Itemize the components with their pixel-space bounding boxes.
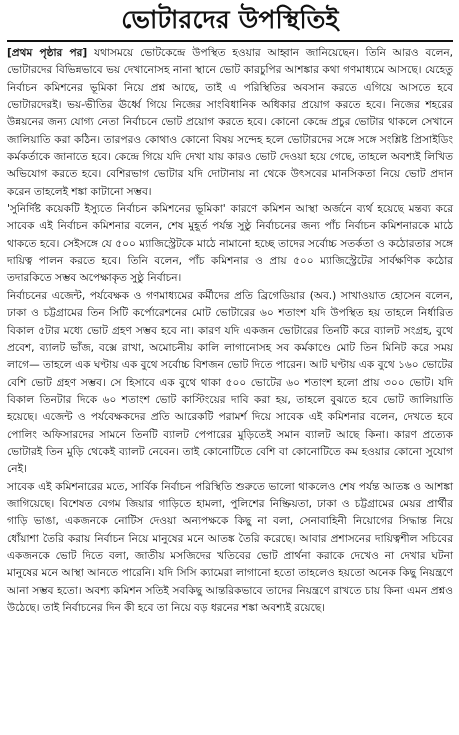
article-paragraph: সাবেক এই কমিশনারের মতে, সার্বিক নির্বাচন পরিস্থিতি শুরুতে ভালো থাকলেও শেষ পর্যন্ত আতঙ্ক ও আশঙ্কা জাগিয়েছে। বিশেষত বেগম জিয়ার গাড়িতে হামলা, পুলিশের নিষ্ক্রিয়তা, ঢাকা ও চট্টগ্রামের মেয়র প্রার্থীর গাড়ি ভাঙা, একজনকে নোটিস দেওয়া অন্যপক্ষকে কিছু না বলা, সেনাবাহিনী নিয়োগের সিদ্ধান্ত নিয়ে ধোঁয়াশা তৈরি করায় নির্বাচন নিয়ে মানুষের মনে আতঙ্ক তৈরি করেছে। আবার প্রশাসনের দায়িত্বশীল সচিবের একজনকে ভোট দিতে বলা, জাতীয় মসজিদের খতিবের ভোট প্রার্থনা করাকে দেখেও না দেখার ঘটনা মানুষের মনে আস্থা আনতে পারেনি। যদি সিসি ক্যামেরা লাগানো হতো তাহলেও হয়তো অনেক কিছু নিয়ন্ত্রণে আনা সম্ভব হতো। অবশ্য কমিশন সতিই সবকিছু আন্তরিকভাবে তাদের নিয়ন্ত্রণে রাখতে চায় কিনা এমন প্রশ্নও উঠেছে। তাই নির্বাচনের দিন কী হবে তা নিয়ে বড় ধরনের শঙ্কা অবশ্যই রয়েছে।: [7, 480, 453, 614]
article-paragraph: [7, 45, 453, 201]
continued-from-front-page-label: [প্রথম পৃষ্ঠার পর]: [7, 47, 88, 59]
article-headline: ভোটারদের উপস্থিতিই: [7, 0, 453, 42]
paragraph-text: যথাসময়ে ভোটকেন্দ্রে উপস্থিত হওয়ার আহ্বান জানিয়েছেন। তিনি আরও বলেন, ভোটারদের বিভিন্নভাবে ভয় দেখানোসহ নানা স্থানে ভোট কারচুপির আশঙ্কার কথা গণমাধ্যমে আসছে। যেহেতু নির্বাচন কমিশনের ভূমিকা নিয়ে প্রশ্ন আছে, তাই এ পরিস্থিতির অবসান করতে এগিয়ে আসতে হবে ভোটারদেরই। ভয়-ভীতির ঊর্ধ্বে গিয়ে নিজের সাংবিধানিক অধিকার প্রয়োগ করতে হবে। নিজের শহরের উন্নয়নের জন্য যোগ্য নেতা নির্বাচনে ভোট প্রয়োগ করতে হবে। কোনো কেন্দ্রে প্রচুর ভোটার থাকলে সেখানে জালিয়াতি করা কঠিন। তারপরও কোথাও কোনো বিষয় সন্দেহ হলে ভোটারদের সঙ্গে সঙ্গে সংশ্লিষ্ট প্রিসাইডিং কর্মকর্তাকে জানাতে হবে। কেন্দ্রে গিয়ে যদি দেখা যায় কারও ভোট দেওয়া হয়ে গেছে, তাহলে অবশ্যই লিখিত অভিযোগ করতে হবে। বেশিরভাগ ভোটার যদি দোটানায় না থেকে উৎসবের মানসিকতা নিয়ে ভোট প্রদান করেন তাহলেই শঙ্কা কাটানো সম্ভব।: [7, 47, 454, 198]
article-paragraph: 'সুনির্দিষ্ট কয়েকটি ইস্যুতে নির্বাচন কমিশনের ভূমিকা' কারণে কমিশন আস্থা অর্জনে ব্যর্থ হয়েছে মন্তব্য করে সাবেক এই নির্বাচন কমিশনার বলেন, শেষ মুহূর্ত পর্যন্ত সুষ্ঠু নির্বাচনের জন্য পাঁচ নির্বাচন কমিশনারকে মাঠে থাকতে হবে। সেইসঙ্গে যে ৫০০ ম্যাজিস্ট্রেটকে মাঠে নামানো হচ্ছে তাদের সর্বোচ্চ সতর্কতা ও কঠোরতার সঙ্গে দায়িত্ব পালন করতে হবে। তিনি বলেন, পাঁচ কমিশনার ও প্রায় ৫০০ ম্যাজিস্ট্রেটের সার্বক্ষণিক কঠোর তদারকিতে সম্ভব অপেক্ষাকৃত সুষ্ঠু নির্বাচন।: [7, 203, 453, 285]
article-paragraph: নির্বাচনের এজেন্ট, পর্যবেক্ষক ও গণমাধ্যমের কর্মীদের প্রতি ব্রিগেডিয়ার (অব.) সাখাওয়াত হোসেন বলেন, ঢাকা ও চট্টগ্রামের তিন সিটি কর্পোরেশনের মোট ভোটারের ৬০ শতাংশ যদি উপস্থিত হয় তাহলে নির্ধারিত বিকাল ৫টার মধ্যে ভোট গ্রহণ সম্ভব হবে না। কারণ যদি একজন ভোটারের তিনটি করে ব্যালট সংগ্রহ, বুথে প্রবেশ, ব্যালট ভাঁজ, বক্সে রাখা, অমোচনীয় কালি লাগানোসহ সব কর্মকাণ্ডে মোট তিন মিনিট করে সময় লাগে— তাহলে এক ঘণ্টায় এক বুথে সর্বোচ্চ বিশজন ভোট দিতে পারেন। আট ঘণ্টায় এক বুথে ১৬০ ভোটের বেশি ভোট গ্রহণ সম্ভব। সে হিসাবে এক বুথে থাকা ৫০০ ভোটের ৬০ শতাংশ হলো প্রায় ৩০০ ভোট। যদি বিকাল তিনটার দিকে ৬০ শতাংশ ভোট কাস্টিংয়ের দাবি করা হয়, তাহলে বুঝতে হবে ভোট জালিয়াতি হয়েছে। এজেন্ট ও পর্যবেক্ষকদের প্রতি আরেকটি পরামর্শ দিয়ে সাবেক এই কমিশনার বলেন, দেখতে হবে পোলিং অফিসারদের সামনে তিনটি ব্যালট পেপারের মুড়িতেই সমান ব্যালট আছে কিনা। কারণ প্রত্যেক ভোটারই তিন মুড়ি থেকেই ব্যালট নেবেন। তাই কোনোটিতে বেশি বা কোনোটিতে কম হওয়ার কোনো সুযোগ নেই।: [7, 289, 453, 476]
article-body: [7, 42, 453, 617]
